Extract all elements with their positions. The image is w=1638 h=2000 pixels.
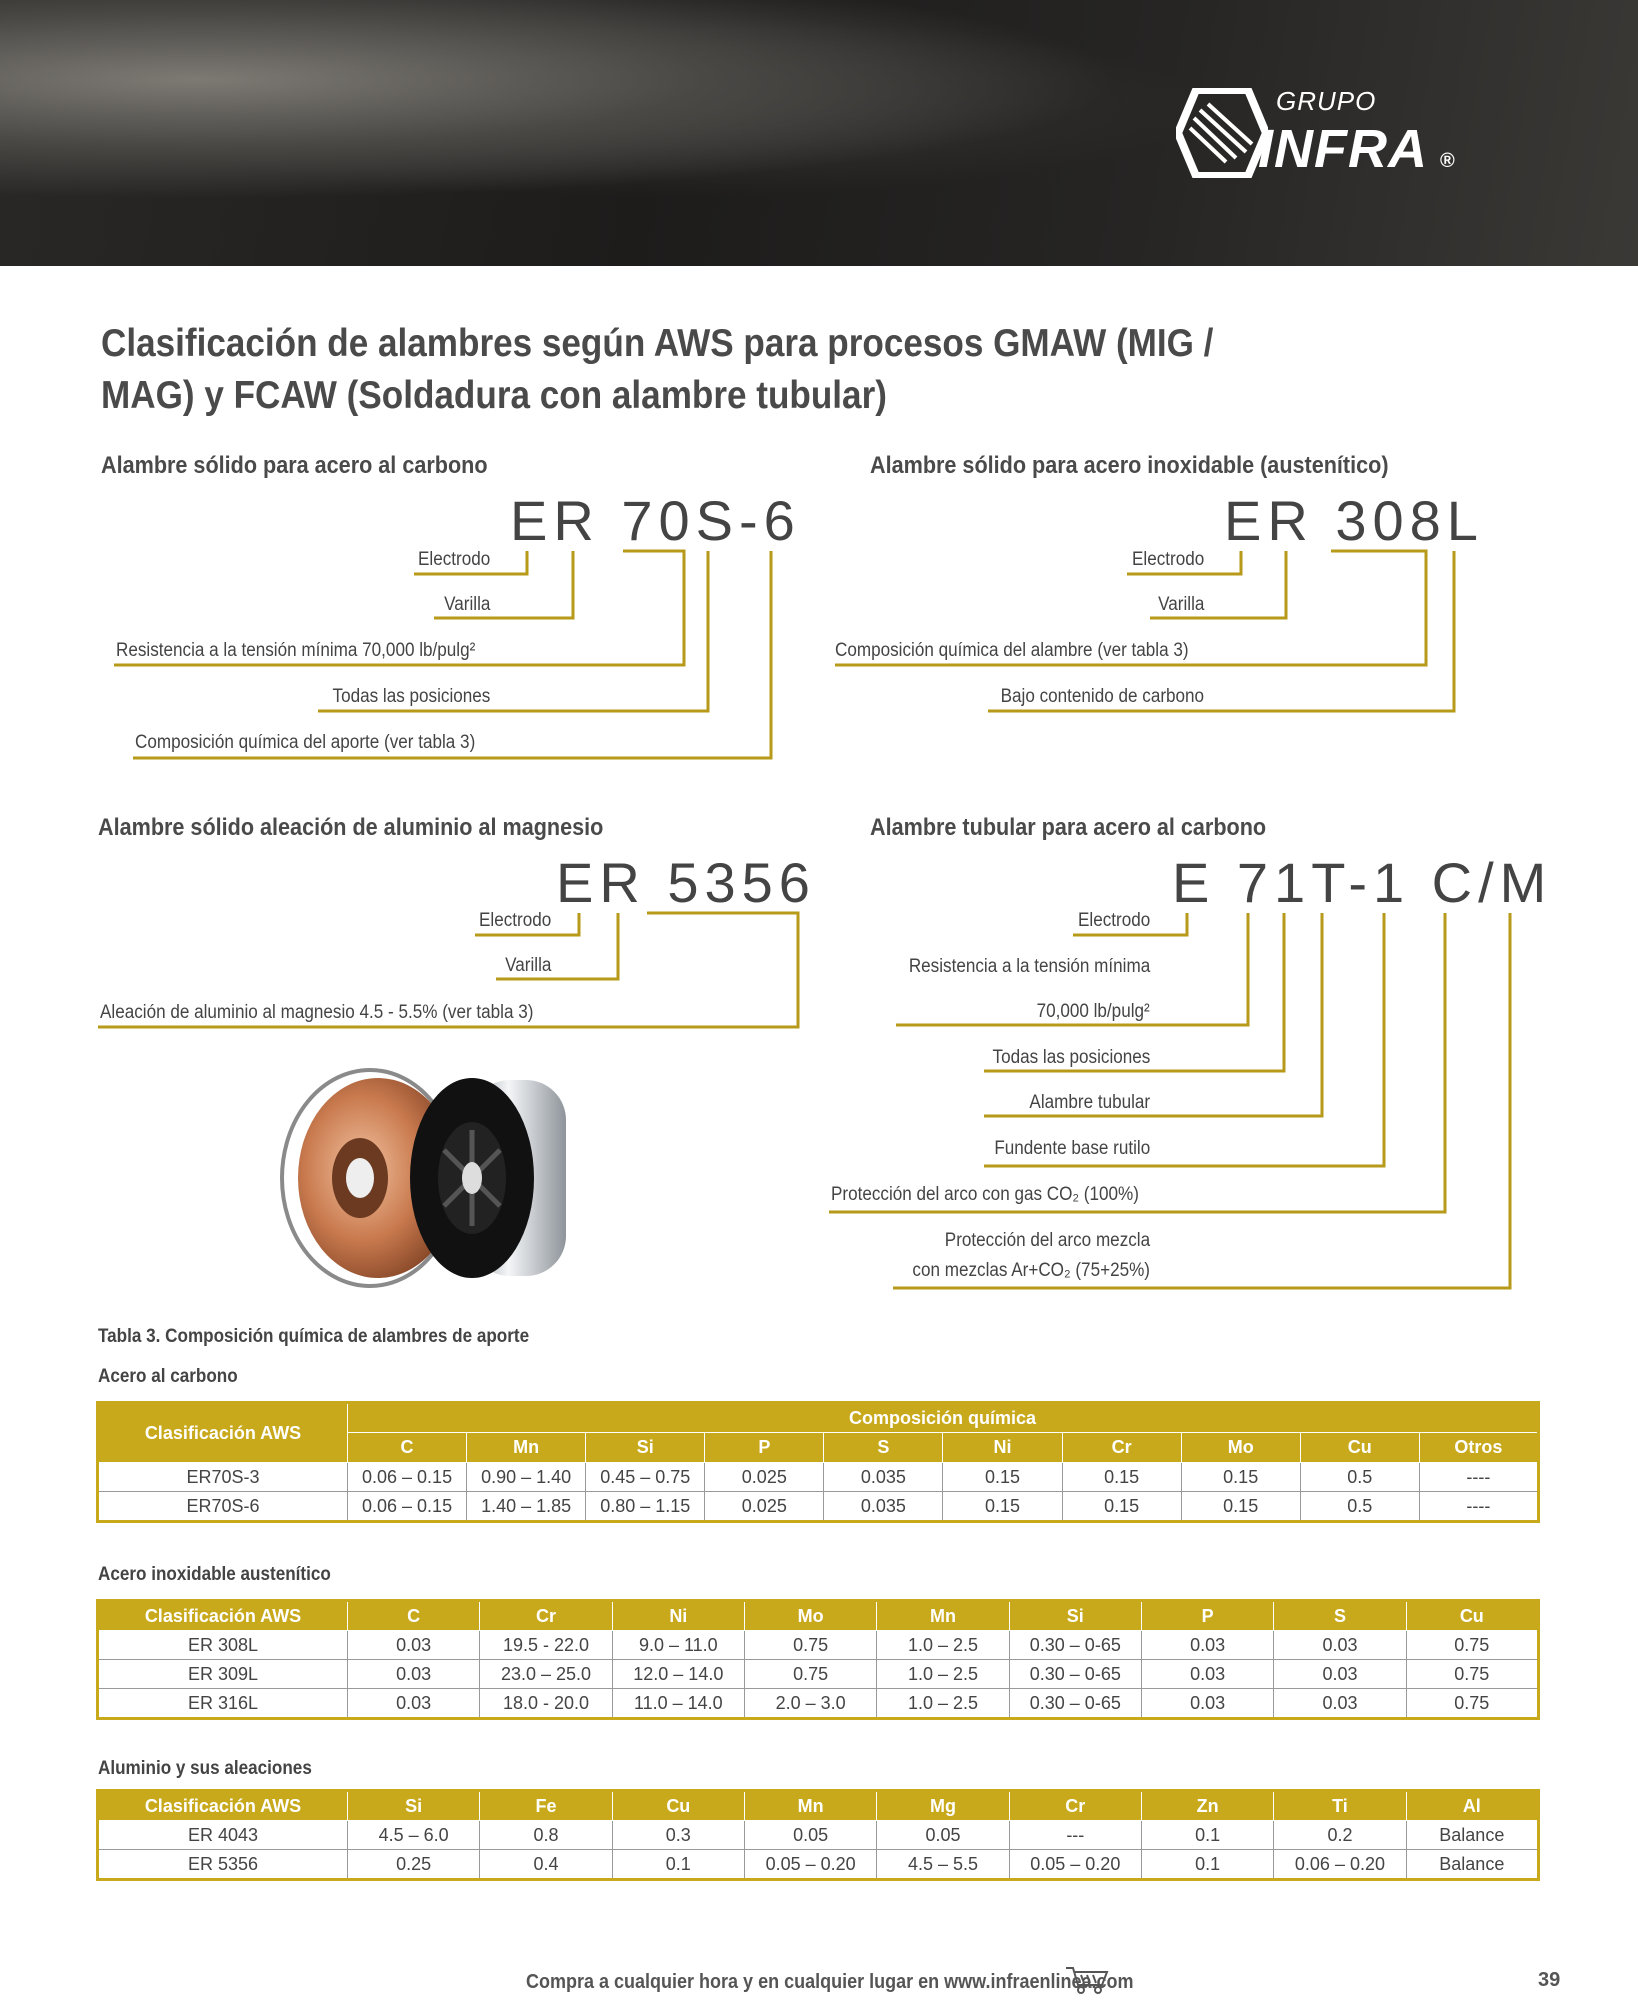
- column-header: Ti: [1274, 1791, 1406, 1821]
- table-row: [98, 1850, 1539, 1880]
- table-cell: 0.4: [480, 1850, 612, 1880]
- column-header: Mn: [877, 1601, 1009, 1631]
- column-header: S: [1274, 1601, 1406, 1631]
- table-cell: 1.0 – 2.5: [877, 1689, 1009, 1719]
- page-title: Clasificación de alambres según AWS para procesos GMAW (MIG / MAG) y FCAW (Soldadura con alambre tubular): [101, 322, 1214, 417]
- table-cell: 0.1: [1141, 1821, 1273, 1850]
- column-header: Al: [1406, 1791, 1538, 1821]
- table-cell: 0.1: [1141, 1850, 1273, 1880]
- table-subtitle-stainless: Acero inoxidable austenítico: [98, 1564, 331, 1585]
- table-cell: ER 5356: [98, 1850, 348, 1880]
- brand-grupo: GRUPO: [1276, 86, 1377, 116]
- aluminum-composition-table: [96, 1789, 1540, 1881]
- table-cell: ----: [1419, 1463, 1538, 1492]
- label-proteccion-co2: Protección del arco con gas CO₂ (100%): [831, 1184, 1139, 1205]
- table-cell: 0.05 – 0.20: [744, 1850, 876, 1880]
- registered-mark: ®: [1440, 150, 1455, 172]
- label-proteccion-mezcla: Protección del arco mezcla: [944, 1230, 1150, 1251]
- table-cell: 0.15: [1062, 1492, 1181, 1522]
- section-title-stainless: Alambre sólido para acero inoxidable (austenítico): [870, 452, 1389, 479]
- table-cell: 0.30 – 0-65: [1009, 1689, 1141, 1719]
- page-number: 39: [1538, 1969, 1561, 1991]
- column-header: C: [348, 1433, 467, 1463]
- table-row: [98, 1660, 1539, 1689]
- table-row: [98, 1821, 1539, 1850]
- table-cell: 0.30 – 0-65: [1009, 1660, 1141, 1689]
- label-electrodo: Electrodo: [1077, 910, 1150, 931]
- label-mezcla-argon: con mezclas Ar+CO₂ (75+25%): [912, 1260, 1150, 1281]
- table-cell: ---: [1009, 1821, 1141, 1850]
- table-row: [98, 1463, 1539, 1492]
- brand-name: INFRA: [1258, 119, 1428, 179]
- table-row: [98, 1631, 1539, 1660]
- table-cell: 0.90 – 1.40: [467, 1463, 586, 1492]
- table-cell: 0.03: [348, 1689, 480, 1719]
- table-cell: ER 4043: [98, 1821, 348, 1850]
- table-cell: 1.0 – 2.5: [877, 1631, 1009, 1660]
- table-cell: 12.0 – 14.0: [612, 1660, 744, 1689]
- column-header: S: [824, 1433, 943, 1463]
- column-header: Si: [586, 1433, 705, 1463]
- column-header: Zn: [1141, 1791, 1273, 1821]
- table-cell: 0.5: [1300, 1463, 1419, 1492]
- column-header: Ni: [943, 1433, 1062, 1463]
- table-cell: 0.45 – 0.75: [586, 1463, 705, 1492]
- table-cell: 0.25: [348, 1850, 480, 1880]
- carbon-composition-table: [96, 1401, 1540, 1523]
- table-cell: 0.15: [943, 1492, 1062, 1522]
- label-varilla: Varilla: [504, 955, 551, 976]
- table-cell: 0.03: [1274, 1631, 1406, 1660]
- column-header: C: [348, 1601, 480, 1631]
- table-cell: 23.0 – 25.0: [480, 1660, 612, 1689]
- table-cell: 0.035: [824, 1463, 943, 1492]
- code-aluminum: ER 5356: [556, 851, 816, 914]
- column-header: Mn: [744, 1791, 876, 1821]
- column-header: Cu: [612, 1791, 744, 1821]
- column-header: Mn: [467, 1433, 586, 1463]
- table-cell: 1.0 – 2.5: [877, 1660, 1009, 1689]
- label-tension-valor: 70,000 lb/pulg²: [1036, 1001, 1150, 1022]
- table-cell: ER70S-3: [98, 1463, 348, 1492]
- table-caption: Tabla 3. Composición química de alambres de aporte: [98, 1326, 530, 1347]
- table-cell: 0.75: [1406, 1631, 1538, 1660]
- table-cell: 2.0 – 3.0: [744, 1689, 876, 1719]
- table-cell: 0.15: [943, 1463, 1062, 1492]
- column-header: Si: [348, 1791, 480, 1821]
- column-header: Cu: [1300, 1433, 1419, 1463]
- section-title-tubular: Alambre tubular para acero al carbono: [870, 814, 1267, 841]
- column-header: Cu: [1406, 1601, 1538, 1631]
- table-cell: Balance: [1406, 1821, 1538, 1850]
- table-subtitle-aluminum: Aluminio y sus aleaciones: [98, 1758, 312, 1779]
- label-alambre-tubular: Alambre tubular: [1029, 1092, 1150, 1113]
- label-fundente: Fundente base rutilo: [994, 1138, 1150, 1159]
- column-header: Cr: [1009, 1791, 1141, 1821]
- column-header: Otros: [1419, 1433, 1538, 1463]
- label-composicion: Composición química del aporte (ver tabla 3): [135, 732, 476, 753]
- table-cell: 0.05: [744, 1821, 876, 1850]
- table-cell: ER 309L: [98, 1660, 348, 1689]
- table-cell: 0.03: [1141, 1689, 1273, 1719]
- table-cell: 0.75: [744, 1631, 876, 1660]
- column-header: Clasificación AWS: [98, 1791, 348, 1821]
- group-header: Composición química: [348, 1403, 1539, 1433]
- table-cell: ----: [1419, 1492, 1538, 1522]
- table-cell: 0.30 – 0-65: [1009, 1631, 1141, 1660]
- table-cell: ER 316L: [98, 1689, 348, 1719]
- table-cell: 19.5 - 22.0: [480, 1631, 612, 1660]
- table-cell: ER 308L: [98, 1631, 348, 1660]
- label-composicion: Composición química del alambre (ver tabla 3): [835, 640, 1189, 661]
- label-posiciones: Todas las posiciones: [332, 686, 490, 707]
- label-electrodo: Electrodo: [1131, 549, 1204, 570]
- label-varilla: Varilla: [443, 594, 490, 615]
- table-cell: 9.0 – 11.0: [612, 1631, 744, 1660]
- code-stainless: ER 308L: [1224, 489, 1484, 552]
- label-varilla: Varilla: [1157, 594, 1204, 615]
- table-cell: 0.15: [1181, 1492, 1300, 1522]
- column-header: Mo: [1181, 1433, 1300, 1463]
- shopping-cart-icon: [1064, 1965, 1110, 1995]
- table-subtitle-carbon: Acero al carbono: [98, 1366, 238, 1387]
- label-tension: Resistencia a la tensión mínima 70,000 lb/pulg²: [116, 640, 476, 661]
- footer-text: Compra a cualquier hora y en cualquier lugar en www.infraenlinea.com: [526, 1971, 1134, 1993]
- table-cell: Balance: [1406, 1850, 1538, 1880]
- table-row: [98, 1689, 1539, 1719]
- table-cell: ER70S-6: [98, 1492, 348, 1522]
- table-cell: 0.5: [1300, 1492, 1419, 1522]
- table-cell: 0.06 – 0.15: [348, 1463, 467, 1492]
- column-header: Clasificación AWS: [98, 1601, 348, 1631]
- table-cell: 11.0 – 14.0: [612, 1689, 744, 1719]
- label-posiciones: Todas las posiciones: [992, 1047, 1150, 1068]
- code-carbon: ER 70S-6: [510, 489, 801, 552]
- section-title-aluminum: Alambre sólido aleación de aluminio al magnesio: [98, 814, 604, 841]
- label-tension: Resistencia a la tensión mínima: [908, 956, 1150, 977]
- table-cell: 4.5 – 5.5: [877, 1850, 1009, 1880]
- code-tubular: E 71T-1 C/M: [1172, 851, 1553, 914]
- label-aleacion: Aleación de aluminio al magnesio 4.5 - 5.5% (ver tabla 3): [100, 1002, 534, 1023]
- table-cell: 0.75: [1406, 1660, 1538, 1689]
- table-cell: 0.80 – 1.15: [586, 1492, 705, 1522]
- table-cell: 0.03: [348, 1660, 480, 1689]
- table-cell: 0.03: [348, 1631, 480, 1660]
- table-cell: 0.03: [1274, 1689, 1406, 1719]
- section-title-carbon: Alambre sólido para acero al carbono: [101, 452, 488, 479]
- table-cell: 0.025: [705, 1492, 824, 1522]
- label-bajo-carbono: Bajo contenido de carbono: [1000, 686, 1204, 707]
- label-electrodo: Electrodo: [478, 910, 551, 931]
- column-header: Clasificación AWS: [98, 1403, 348, 1463]
- table-cell: 0.035: [824, 1492, 943, 1522]
- table-cell: 0.06 – 0.15: [348, 1492, 467, 1522]
- table-cell: 0.03: [1274, 1660, 1406, 1689]
- table-cell: 18.0 - 20.0: [480, 1689, 612, 1719]
- table-cell: 0.03: [1141, 1631, 1273, 1660]
- table-row: [98, 1492, 1539, 1522]
- column-header: Mg: [877, 1791, 1009, 1821]
- table-cell: 1.40 – 1.85: [467, 1492, 586, 1522]
- column-header: Ni: [612, 1601, 744, 1631]
- table-cell: 0.03: [1141, 1660, 1273, 1689]
- column-header: Fe: [480, 1791, 612, 1821]
- column-header: P: [705, 1433, 824, 1463]
- table-cell: 0.05 – 0.20: [1009, 1850, 1141, 1880]
- label-electrodo: Electrodo: [417, 549, 490, 570]
- column-header: Mo: [744, 1601, 876, 1631]
- column-header: Si: [1009, 1601, 1141, 1631]
- table-cell: 4.5 – 6.0: [348, 1821, 480, 1850]
- column-header: Cr: [480, 1601, 612, 1631]
- table-cell: 0.2: [1274, 1821, 1406, 1850]
- table-cell: 0.3: [612, 1821, 744, 1850]
- table-cell: 0.025: [705, 1463, 824, 1492]
- table-cell: 0.15: [1181, 1463, 1300, 1492]
- stainless-composition-table: [96, 1599, 1540, 1720]
- column-header: P: [1141, 1601, 1273, 1631]
- table-cell: 0.05: [877, 1821, 1009, 1850]
- table-cell: 0.06 – 0.20: [1274, 1850, 1406, 1880]
- table-cell: 0.75: [744, 1660, 876, 1689]
- table-cell: 0.15: [1062, 1463, 1181, 1492]
- table-cell: 0.8: [480, 1821, 612, 1850]
- table-cell: 0.1: [612, 1850, 744, 1880]
- table-cell: 0.75: [1406, 1689, 1538, 1719]
- wire-spools-image: [260, 1050, 620, 1300]
- column-header: Cr: [1062, 1433, 1181, 1463]
